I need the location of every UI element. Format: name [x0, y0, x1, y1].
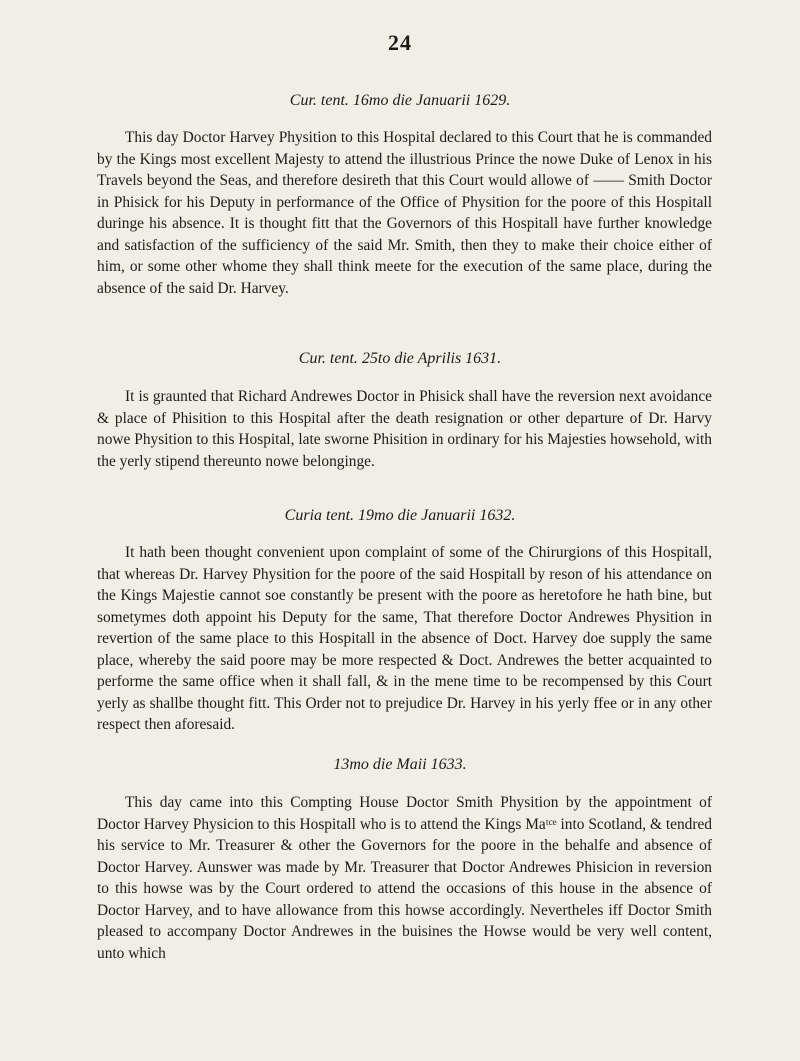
- entry-paragraph-2: It is graunted that Richard Andrewes Doctor in Phisick shall have the reversion next avoidance & place of Phisition to this Hospital after the death resignation or other departure of Dr. Harvy nowe Physition to this Hospital, late sworne Phisition in ordinary for his Majesties howsehold, with the yerly stipend thereunto nowe belonginge.: [97, 388, 712, 470]
- entry-paragraph-4: This day came into this Compting House Doctor Smith Physition by the appointment of Doctor Harvey Physicion to this Hospitall who is to attend the Kings Maᵗᶜᵉ into Scotland, & tendred his service to Mr. Treasurer & other the Governors for the poore in the behalfe and absence of Doctor Harvey. Aunswer was made by Mr. Treasurer that Doctor Andrewes Phisicion in reversion to this howse was by the Court ordered to attend the occasions of this house in the absence of Doctor Harvey, and to have allowance from this howse accordingly. Nevertheles iff Doctor Smith pleased to accompany Doctor Andrewes in the buisines the Howse would be very well content, unto which: [97, 794, 712, 962]
- entry-heading-1: Cur. tent. 16mo die Januarii 1629.: [289, 92, 511, 109]
- entry-paragraph-3: It hath been thought convenient upon complaint of some of the Chirurgions of this Hospitall, that whereas Dr. Harvey Physition for the poore of the said Hospitall by reson of his attendance on the Kings Majestie cannot soe constantly be present with the poore as heretofore he hath bine, but sometymes doth appoint his Deputy for the same, That therefore Doctor Andrewes Physition in revertion of the same place to this Hospitall in the absence of Doct. Harvey doe supply the same place, whereby the said poore may be more respected & Doct. Andrewes the better acquainted to performe the same office when it shall fall, & in the mene time to be recompensed by this Court yerly as shallbe thought fitt. This Order not to prejudice Dr. Harvey in his yerly ffee or in any other respect then aforesaid.: [97, 544, 712, 733]
- page-number: 24: [388, 30, 412, 55]
- entry-heading-4: 13mo die Maii 1633.: [333, 756, 467, 773]
- entry-paragraph-1: This day Doctor Harvey Physition to this Hospital declared to this Court that he is commanded by the Kings most excellent Majesty to attend the illustrious Prince the nowe Duke of Lenox in his Travels beyond the Seas, and therefore desireth that this Court would allowe of —— Smith Doctor in Phisick for his Deputy in performance of the Office of Physition for the poore of this Hospitall duringe his absence. It is thought fitt that the Governors of this Hospitall have further knowledge and satisfaction of the sufficiency of the said Mr. Smith, then they to make their choice either of him, or some other whome they shall think meete for the execution of the same place, during the absence of the said Dr. Harvey.: [97, 129, 712, 297]
- entry-heading-3: Curia tent. 19mo die Januarii 1632.: [284, 507, 516, 524]
- entry-heading-2: Cur. tent. 25to die Aprilis 1631.: [298, 350, 502, 367]
